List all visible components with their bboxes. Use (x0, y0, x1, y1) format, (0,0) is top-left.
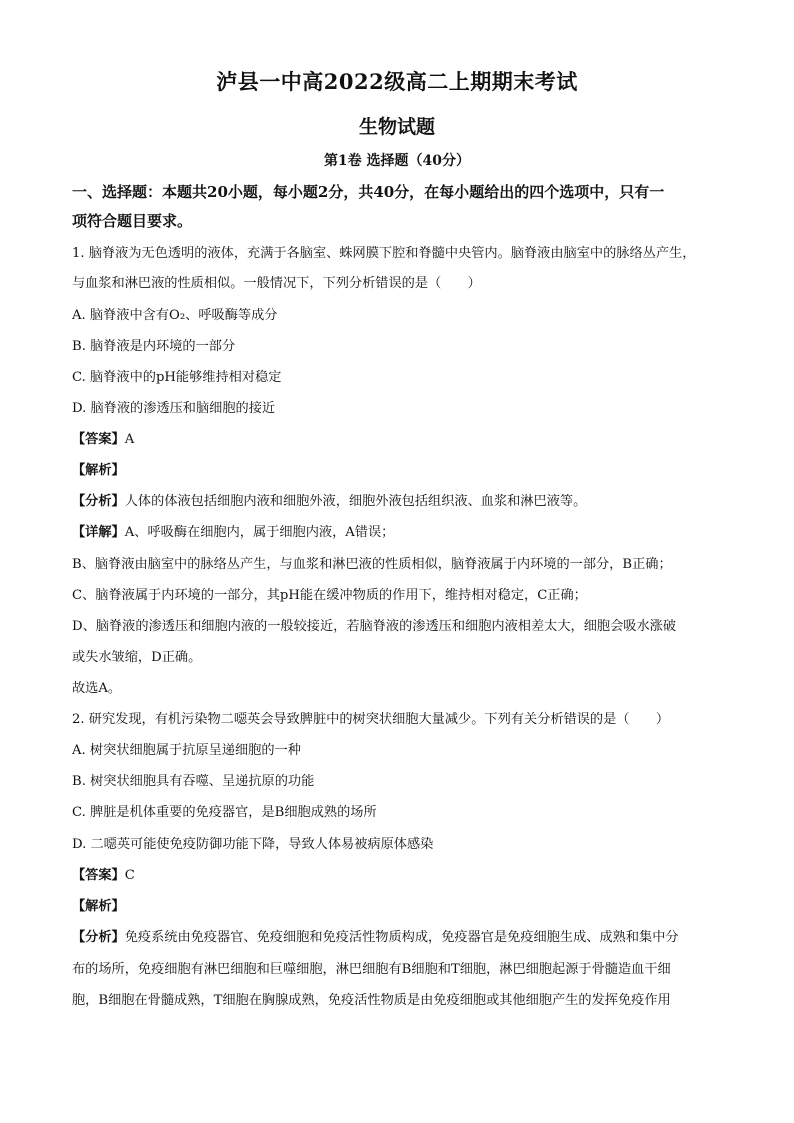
q2-answer (72, 867, 722, 885)
q1-fenxi (72, 493, 722, 511)
q2-option-a: A. 树突状细胞属于抗原呈递细胞的一种 (72, 743, 301, 758)
q1-option-b: B. 脑脊液是内环境的一部分 (72, 339, 236, 354)
q1-detail-d-line-1: D、脑脊液的渗透压和细胞内液的一般较接近，若脑脊液的渗透压和细胞内液相差太大，细胞会吸水涨破 (72, 619, 677, 634)
q1-stem-line-2: 与血浆和淋巴液的性质相似。一般情况下，下列分析错误的是（ ） (72, 276, 481, 291)
q1-conclusion: 故选A。 (72, 681, 122, 696)
q2-fenxi-line-1 (72, 929, 722, 947)
q2-answer-value: C (124, 868, 135, 883)
instructions-line-2: 项符合题目要求。 (72, 212, 193, 230)
q1-analysis-tag: 【解析】 (72, 463, 125, 478)
q1-detail-c: C、脑脊液属于内环境的一部分，其pH能在缓冲物质的作用下，维持相对稳定，C正确； (72, 588, 587, 603)
q2-stem: 2. 研究发现，有机污染物二噁英会导致脾脏中的树突状细胞大量减少。下列有关分析错误的是（ ） (72, 712, 670, 727)
q1-detail-d-line-2: 或失水皱缩，D正确。 (72, 650, 202, 665)
q1-option-a: A. 脑脊液中含有O₂、呼吸酶等成分 (72, 308, 278, 323)
q1-stem-line-1: 1. 脑脊液为无色透明的液体，充满于各脑室、蛛网膜下腔和脊髓中央管内。脑脊液由脑室中的脉络丛产生， (72, 246, 696, 261)
q1-detail-a (72, 524, 722, 542)
q1-fenxi-tag: 【分析】 (72, 494, 125, 509)
q1-detail-a-text: A、呼吸酶在细胞内，属于细胞内液，A错误； (124, 525, 395, 540)
q2-fenxi-line-3: 胞，B细胞在骨髓成熟，T细胞在胸腺成熟，免疫活性物质是由免疫细胞或其他细胞产生的发挥免疫作用 (72, 993, 671, 1008)
q1-detail-tag: 【详解】 (72, 525, 125, 540)
q2-option-b: B. 树突状细胞具有吞噬、呈递抗原的功能 (72, 774, 315, 789)
q1-option-d: D. 脑脊液的渗透压和脑细胞的接近 (72, 401, 276, 416)
q1-answer-tag: 【答案】 (72, 432, 125, 447)
q2-analysis-tag: 【解析】 (72, 899, 125, 914)
q2-option-c: C. 脾脏是机体重要的免疫器官，是B细胞成熟的场所 (72, 805, 377, 820)
q2-answer-tag: 【答案】 (72, 868, 125, 883)
q2-fenxi-line-2: 布的场所，免疫细胞有淋巴细胞和巨噬细胞，淋巴细胞有B细胞和T细胞，淋巴细胞起源于骨髓造血干细 (72, 962, 671, 977)
q1-answer (72, 431, 722, 449)
q2-fenxi-text: 免疫系统由免疫器官、免疫细胞和免疫活性物质构成，免疫器官是免疫细胞生成、成熟和集中分 (124, 930, 679, 945)
instructions-line-1: 一、选择题：本题共20小题，每小题2分，共40分，在每小题给出的四个选项中，只有一 (72, 183, 665, 201)
q1-detail-b: B、脑脊液由脑室中的脉络丛产生，与血浆和淋巴液的性质相似，脑脊液属于内环境的一部分，B正确； (72, 557, 672, 572)
q1-option-c: C. 脑脊液中的pH能够维持相对稳定 (72, 370, 282, 385)
exam-title: 泸县一中高2022级高二上期期末考试 (216, 69, 578, 94)
q1-fenxi-text: 人体的体液包括细胞内液和细胞外液，细胞外液包括组织液、血浆和淋巴液等。 (124, 494, 587, 509)
q2-fenxi-tag: 【分析】 (72, 930, 125, 945)
subject-title: 生物试题 (358, 116, 435, 138)
section-heading: 第1卷 选择题（40分） (323, 153, 471, 169)
q2-option-d: D. 二噁英可能使免疫防御功能下降，导致人体易被病原体感染 (72, 837, 434, 852)
q1-answer-value: A (124, 432, 135, 447)
